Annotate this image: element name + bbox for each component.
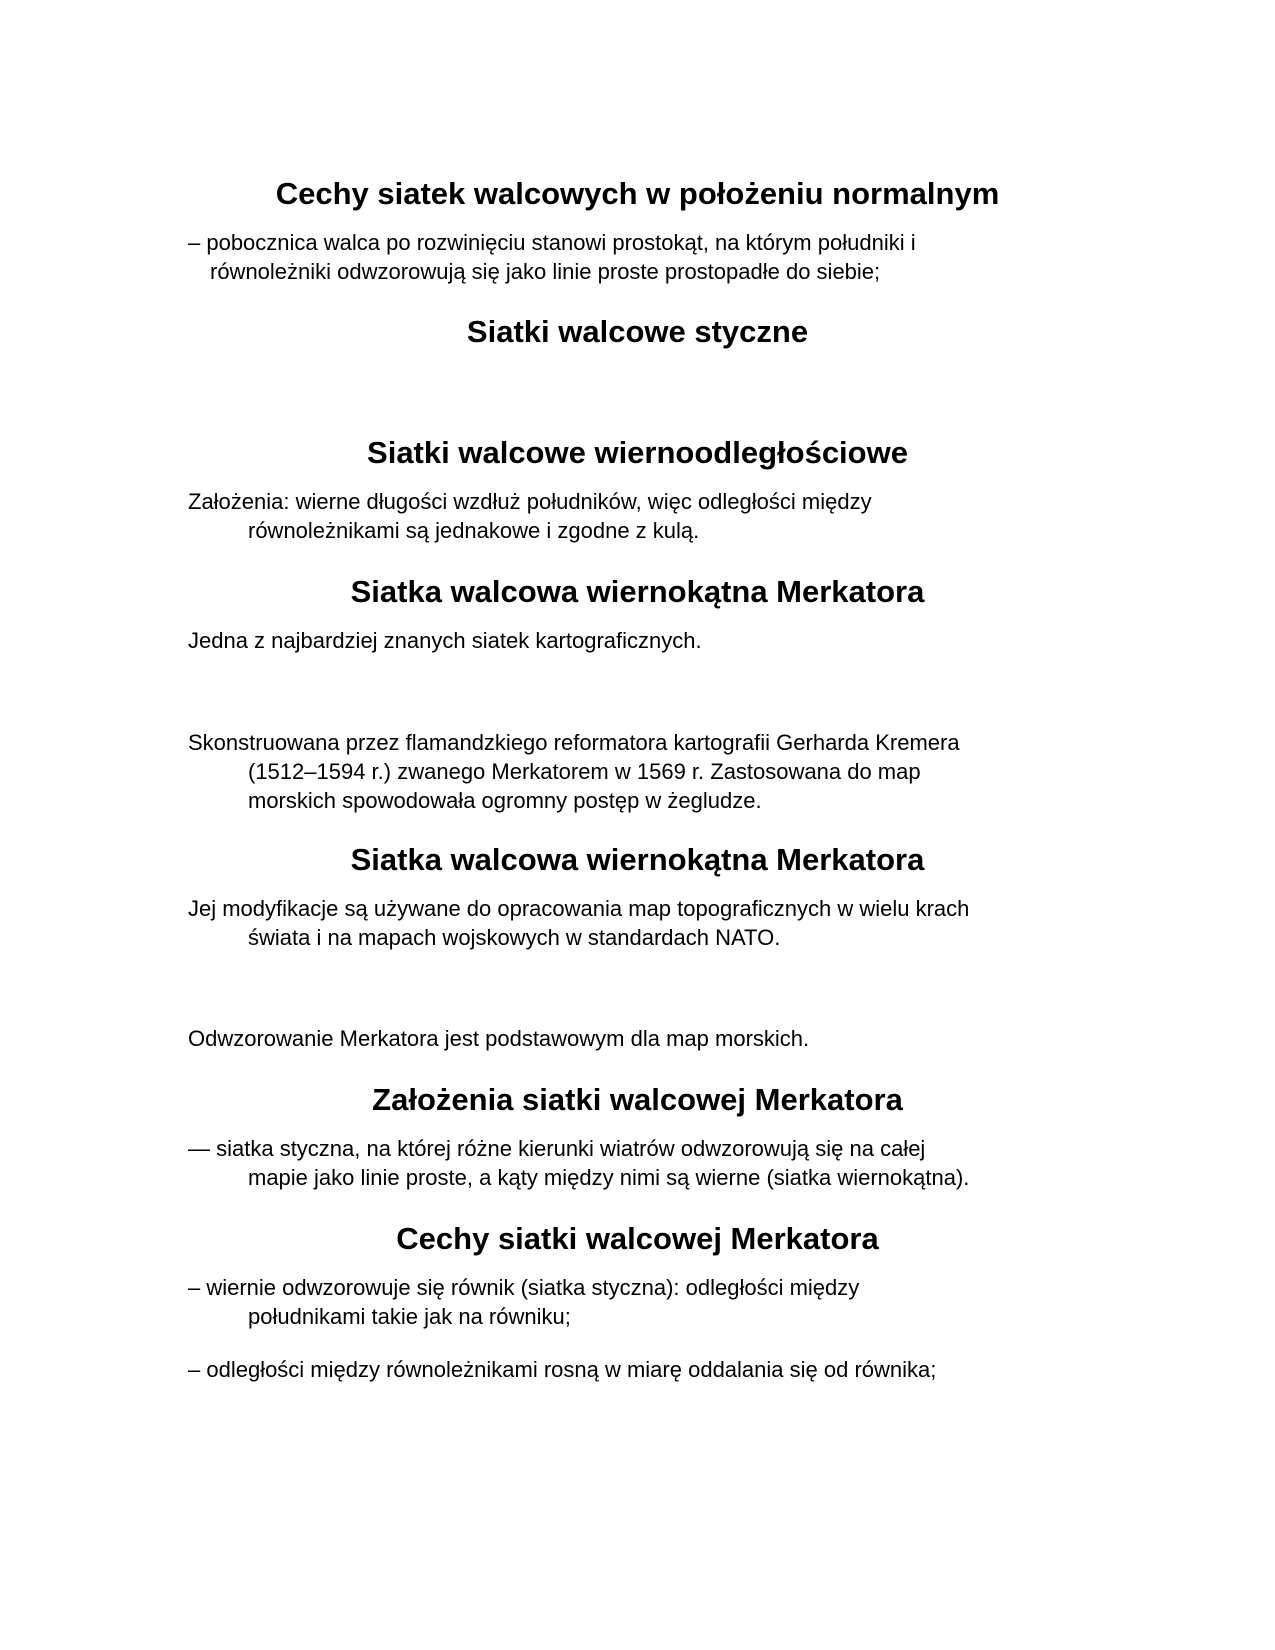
heading-mercator-features: Cechy siatki walcowej Merkatora xyxy=(396,1221,879,1256)
paragraph-line: południkami takie jak na równiku; xyxy=(248,1304,571,1329)
heading-cylindrical-normal: Cechy siatek walcowych w położeniu normalnym xyxy=(275,176,1000,211)
paragraph-line: równoleżnikami są jednakowe i zgodne z kulą. xyxy=(248,518,700,543)
paragraph-equator xyxy=(188,1273,1108,1331)
paragraph-line: – wiernie odwzorowuje się równik (siatka styczna): odległości między xyxy=(188,1275,860,1300)
paragraph-line: — siatka styczna, na której różne kierunki wiatrów odwzorowują się na całej xyxy=(188,1136,926,1161)
paragraph-parallels-distance xyxy=(188,1355,1108,1384)
paragraph-line: (1512–1594 r.) zwanego Merkatorem w 1569 r. Zastosowana do map xyxy=(248,759,921,784)
paragraph-mercator-modifications xyxy=(188,894,1108,952)
paragraph-cylinder-surface xyxy=(188,228,1108,286)
paragraph-line: – pobocznica walca po rozwinięciu stanowi prostokąt, na którym południki i xyxy=(188,230,916,255)
heading-mercator-assumptions: Założenia siatki walcowej Merkatora xyxy=(372,1082,903,1117)
paragraph-mercator-history xyxy=(188,728,1108,815)
paragraph-line: Założenia: wierne długości wzdłuż południków, więc odległości między xyxy=(188,489,872,514)
paragraph-mercator-known xyxy=(188,626,1108,655)
paragraph-line: – odległości między równoleżnikami rosną w miarę oddalania się od równika; xyxy=(188,1357,937,1382)
paragraph-line: mapie jako linie proste, a kąty między nimi są wierne (siatka wiernokątna). xyxy=(248,1165,970,1190)
paragraph-line: równoleżniki odwzorowują się jako linie proste prostopadłe do siebie; xyxy=(210,259,881,284)
heading-equidistant-grids: Siatki walcowe wiernoodległościowe xyxy=(367,435,908,470)
paragraph-equidistant-assumptions xyxy=(188,487,1108,545)
paragraph-line: morskich spowodowała ogromny postęp w żegludze. xyxy=(248,788,762,813)
paragraph-mercator-tangent xyxy=(188,1134,1108,1192)
paragraph-line: świata i na mapach wojskowych w standardach NATO. xyxy=(248,925,781,950)
heading-mercator-conformal-2: Siatka walcowa wiernokątna Merkatora xyxy=(350,842,925,877)
heading-mercator-conformal: Siatka walcowa wiernokątna Merkatora xyxy=(350,574,925,609)
paragraph-line: Jedna z najbardziej znanych siatek kartograficznych. xyxy=(188,628,702,653)
paragraph-mercator-marine xyxy=(188,1024,1108,1053)
paragraph-line: Jej modyfikacje są używane do opracowania map topograficznych w wielu krach xyxy=(188,896,970,921)
paragraph-line: Skonstruowana przez flamandzkiego reformatora kartografii Gerharda Kremera xyxy=(188,730,960,755)
paragraph-line: Odwzorowanie Merkatora jest podstawowym dla map morskich. xyxy=(188,1026,810,1051)
heading-tangent-grids: Siatki walcowe styczne xyxy=(466,314,809,349)
